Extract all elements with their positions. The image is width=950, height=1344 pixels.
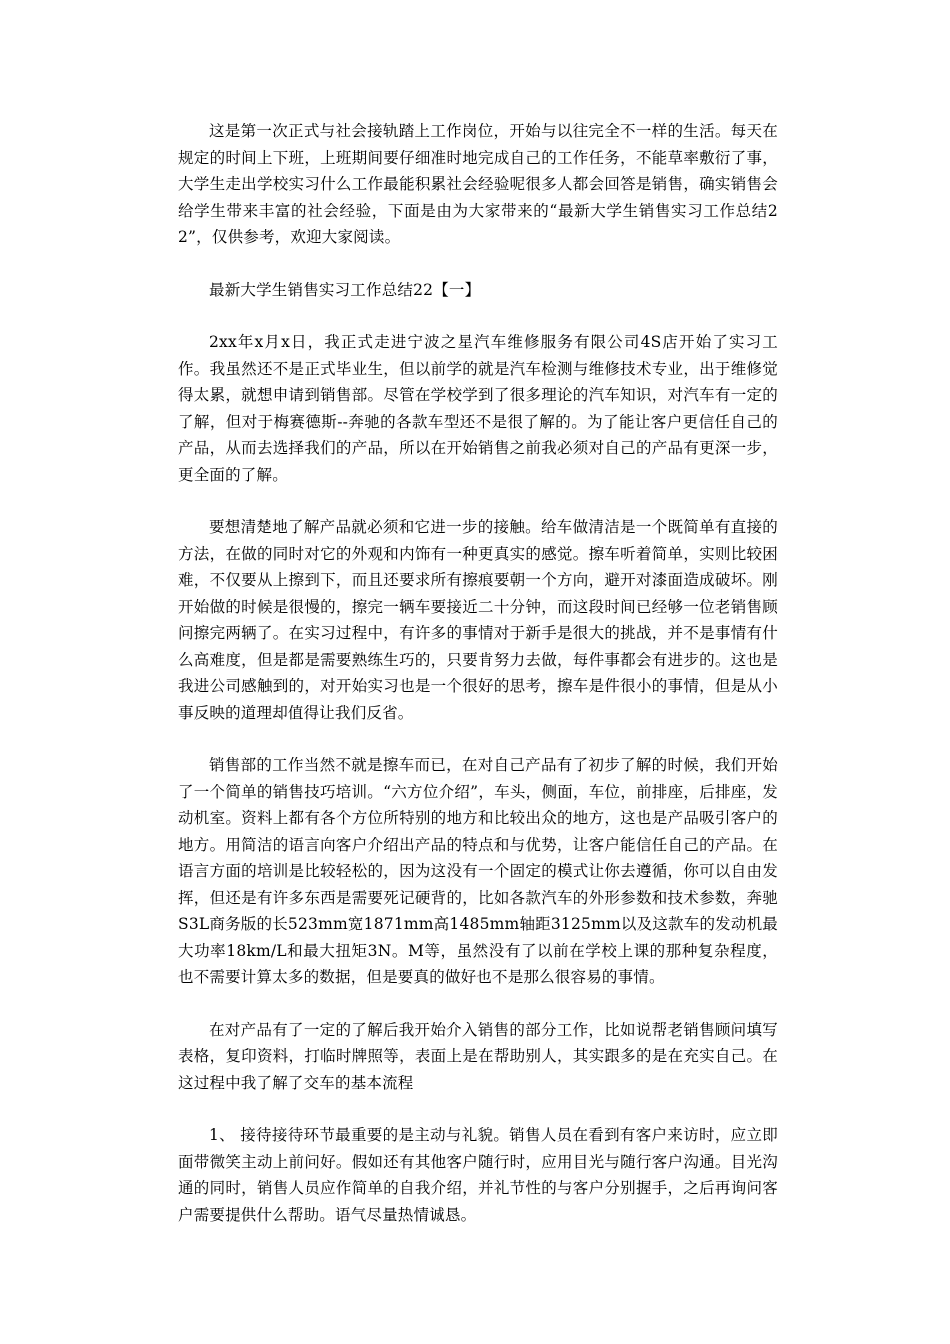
body-paragraph-2: 要想清楚地了解产品就必须和它进一步的接触。给车做清洁是一个既简单有直接的方法，在做的同时对它的外观和内饰有一种更真实的感觉。擦车听着简单，实则比较困难，不仅要从上擦到下，而且还要求所有擦痕要朝一个方向，避开对漆面造成破坏。刚开始做的时候是很慢的，擦完一辆车要接近二十分钟，而这段时间已经够一位老销售顾问擦完两辆了。在实习过程中，有许多的事情对于新手是很大的挑战，并不是事情有什么高难度，但是都是需要熟练生巧的，只要肯努力去做，每件事都会有进步的。这也是我进公司感触到的，对开始实习也是一个很好的思考，擦车是件很小的事情，但是从小事反映的道理却值得让我们反省。 [178,518,778,722]
paragraph-gap [178,251,778,277]
body-paragraph-3: 销售部的工作当然不就是擦车而已，在对自己产品有了初步了解的时候，我们开始了一个简单的销售技巧培训。“六方位介绍”，车头，侧面，车位，前排座，后排座，发动机室。资料上都有各个方位所特别的地方和比较出众的地方，这也是产品吸引客户的地方。用简洁的语言向客户介绍出产品的特点和与优势，让客户能信任自己的产品。在语言方面的培训是比较轻松的，因为这没有一个固定的模式让你去遵循，你可以自由发挥，但还是有许多东西是需要死记硬背的，比如各款汽车的外形参数和技术参数，奔驰S3L商务版的长523mm宽1871mm高1485mm轴距3125mm以及这款车的发动机最大功率18km/L和最大扭矩3N。M等，虽然没有了以前在学校上课的那种复杂程度，也不需要计算太多的数据，但是要真的做好也不是那么很容易的事情。 [178,756,778,986]
paragraph-gap [178,1096,778,1122]
document-body [178,118,778,1228]
body-paragraph-4: 在对产品有了一定的了解后我开始介入销售的部分工作，比如说帮老销售顾问填写表格，复印资料，打临时牌照等，表面上是在帮助别人，其实跟多的是在充实自己。在这过程中我了解了交车的基本流程 [178,1020,778,1092]
paragraph-gap [178,991,778,1017]
body-paragraph-1: 2xx年x月x日，我正式走进宁波之星汽车维修服务有限公司4S店开始了实习工作。我虽然还不是正式毕业生，但以前学的就是汽车检测与维修技术专业，出于维修觉得太累，就想申请到销售部。尽管在学校学到了很多理论的汽车知识，对汽车有一定的了解，但对于梅赛德斯--奔驰的各款车型还不是很了解的。为了能让客户更信任自己的产品，从而去选择我们的产品，所以在开始销售之前我必须对自己的产品有更深一步，更全面的了解。 [178,333,778,484]
list-item-1: 1、 接待接待环节最重要的是主动与礼貌。销售人员在看到有客户来访时，应立即面带微笑主动上前问好。假如还有其他客户随行时，应用目光与随行客户沟通。目光沟通的同时，销售人员应作简单的自我介绍，并礼节性的与客户分别握手，之后再询问客户需要提供什么帮助。语气尽量热情诚恳。 [178,1126,778,1224]
paragraph-gap [178,726,778,752]
paragraph-gap [178,303,778,329]
section-heading: 最新大学生销售实习工作总结22【一】 [209,280,481,299]
intro-paragraph: 这是第一次正式与社会接轨踏上工作岗位，开始与以往完全不一样的生活。每天在规定的时间上下班，上班期间要仔细准时地完成自己的工作任务，不能草率敷衍了事，大学生走出学校实习什么工作最能积累社会经验呢很多人都会回答是销售，确实销售会给学生带来丰富的社会经验，下面是由为大家带来的“最新大学生销售实习工作总结22”，仅供参考，欢迎大家阅读。 [178,122,778,246]
paragraph-gap [178,488,778,514]
